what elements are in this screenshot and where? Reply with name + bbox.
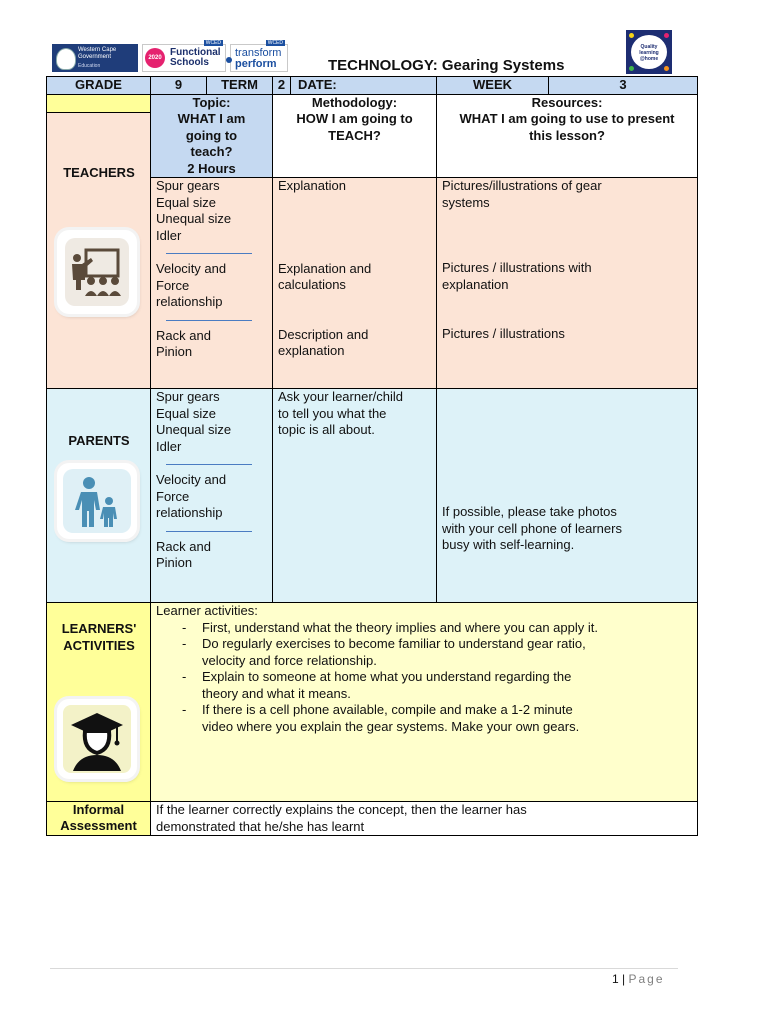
logo-wc-line2: Government — [78, 54, 112, 60]
page-separator: | — [622, 972, 626, 986]
methodology-header: Methodology: HOW I am going to TEACH? — [273, 94, 437, 178]
teachers-methodology-cell: Explanation Explanation and calculations Description and explanation — [273, 178, 437, 389]
footer-divider — [50, 968, 678, 969]
page-number-value: 1 — [612, 972, 619, 986]
topic-separator — [166, 531, 252, 532]
term-value: 2 — [273, 77, 291, 95]
topic-header: Topic: WHAT I am going to teach? 2 Hours — [151, 94, 273, 178]
week-label: WEEK — [437, 77, 549, 95]
learners-label-cell — [47, 603, 151, 802]
grade-value: 9 — [151, 77, 207, 95]
transform-perform-logo — [230, 40, 288, 72]
assessment-text-cell: If the learner correctly explains the concept, then the learner has demonstrated that he/she has learnt — [151, 802, 698, 836]
date-label: DATE: — [291, 77, 437, 95]
quality-learning-at-home-logo — [626, 30, 672, 74]
list-item: - Do regularly exercises to become familiar to understand gear ratio, velocity and force relationship. — [202, 636, 692, 669]
logo-wc-line1: Western Cape — [78, 47, 117, 53]
logo-fs-wced: WCED — [205, 40, 221, 46]
logo-ql-text: Quality learning @home — [631, 35, 667, 69]
parents-topic-cell: Spur gears Equal size Unequal size Idler Velocity and Force relationship Rack and Pinion — [151, 389, 273, 603]
list-item: - First, understand what the theory implies and where you can apply it. — [202, 620, 692, 637]
topic-separator — [166, 320, 252, 321]
parents-methodology-cell: Ask your learner/child to tell you what the topic is all about. — [273, 389, 437, 603]
parents-label: PARENTS — [68, 433, 130, 448]
activities-list — [156, 620, 692, 736]
logo-tp-line1: transform — [235, 47, 282, 59]
teachers-resources-cell: Pictures/illustrations of gear systems Pictures / illustrations with explanation Pictures / illustrations — [437, 178, 698, 389]
topic-separator — [166, 464, 252, 465]
functional-schools-logo — [142, 40, 226, 72]
logo-tp-wced: WCED — [267, 40, 283, 46]
resources-header: Resources: WHAT I am going to use to present this lesson? — [437, 94, 698, 178]
learners-intro: Learner activities: — [156, 603, 258, 618]
info-row — [47, 77, 698, 95]
logo-dot-icon — [226, 57, 232, 63]
list-item: - Explain to someone at home what you understand regarding the theory and what it means. — [202, 669, 692, 702]
page-word: Page — [628, 972, 665, 986]
teachers-label: TEACHERS — [63, 164, 135, 180]
parents-resources-cell: If possible, please take photos with your cell phone of learners busy with self-learning. — [437, 389, 698, 603]
corner-cell — [47, 94, 151, 112]
western-cape-government-logo — [52, 44, 138, 72]
page-number — [612, 972, 665, 986]
logo-fs-line1: Functional — [170, 47, 221, 58]
lesson-plan-table — [46, 76, 698, 836]
teacher-classroom-icon — [57, 230, 137, 314]
graduate-icon — [57, 699, 137, 779]
crest-icon — [56, 48, 76, 70]
list-item: - If there is a cell phone available, compile and make a 1-2 minute video where you explain the gear systems. Make your own gears. — [202, 702, 692, 735]
week-value: 3 — [549, 77, 698, 95]
column-header-row-top — [47, 94, 698, 112]
parents-label-cell — [47, 389, 151, 603]
learners-label: LEARNERS' ACTIVITIES — [61, 621, 137, 653]
logo-tp-line2: perform — [235, 58, 277, 70]
document-title: TECHNOLOGY: Gearing Systems — [328, 57, 565, 74]
parent-child-icon — [57, 463, 137, 539]
topic-separator — [166, 253, 252, 254]
learners-activities-cell — [151, 603, 698, 802]
assessment-row — [47, 802, 698, 836]
logo-fs-year: 2020 — [145, 48, 165, 68]
grade-label: GRADE — [47, 77, 151, 95]
teachers-label-cell — [47, 112, 151, 389]
teachers-topic-cell: Spur gears Equal size Unequal size Idler Velocity and Force relationship Rack and Pinion — [151, 178, 273, 389]
assessment-label: Informal Assessment — [47, 802, 151, 836]
term-label: TERM — [207, 77, 273, 95]
logo-wc-line3: Education — [78, 63, 101, 69]
learners-row — [47, 603, 698, 802]
parents-row — [47, 389, 698, 603]
logo-fs-line2: Schools — [170, 57, 209, 68]
